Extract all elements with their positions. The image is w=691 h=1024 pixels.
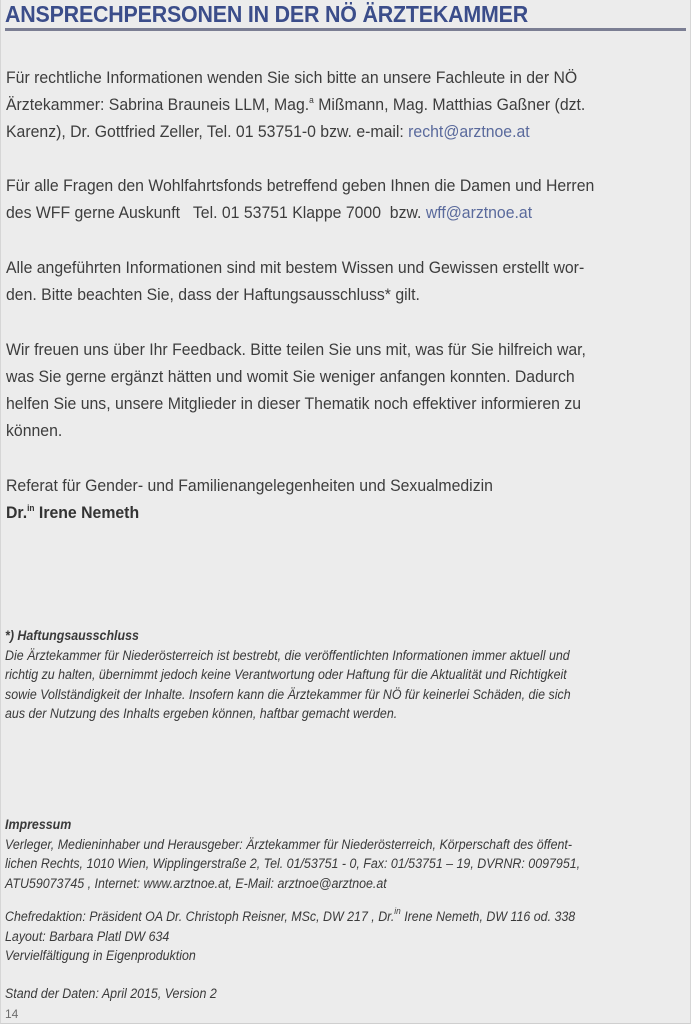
impressum-heading: Impressum [5, 817, 72, 832]
impressum-section [5, 815, 689, 893]
superscript: in [27, 503, 35, 513]
superscript: in [394, 906, 401, 916]
text-span: Mißmann, Mag. Matthias Gaßner (dzt. [313, 95, 586, 114]
text-span: Irene Nemeth, DW 116 od. 338 [400, 909, 576, 924]
page-number: 14 [5, 1007, 19, 1021]
text-line: Alle angeführten Informationen sind mit bestem Wissen und Gewissen erstellt wor- [6, 258, 585, 277]
text-span: Chefredaktion: Präsident OA Dr. Christoph Reisner, MSc, DW 217 , Dr. [5, 909, 395, 924]
email-link-recht[interactable]: recht@arztnoe.at [408, 122, 530, 141]
text-span: des WFF gerne Auskunft Tel. 01 53751 Klappe 7000 bzw. [6, 203, 426, 222]
wff-paragraph [6, 172, 686, 226]
text-span: Ärztekammer: Sabrina Brauneis LLM, Mag. [6, 95, 310, 114]
text-line: Die Ärztekammer für Niederösterreich ist bestrebt, die veröffentlichten Informationen immer aktuell und [5, 647, 570, 663]
legal-contacts-paragraph [6, 64, 686, 145]
feedback-paragraph [6, 336, 686, 444]
text-line: können. [6, 421, 63, 440]
text-line: was Sie gerne ergänzt hätten und womit Sie weniger anfangen konnten. Dadurch [6, 367, 575, 386]
page-title: ANSPRECHPERSONEN IN DER NÖ ÄRZTEKAMMER [5, 1, 528, 27]
text-line: richtig zu halten, übernimmt jedoch keine Verantwortung oder Haftung für die Aktualität und Richtigkeit [5, 667, 567, 682]
text-line: ATU59073745 , Internet: www.arztnoe.at, E-Mail: arztnoe@arztnoe.at [5, 875, 387, 891]
reproduction-note: Vervielfältigung in Eigenproduktion [5, 948, 196, 963]
text-line: sowie Vollständigkeit der Inhalte. Insofern kann die Ärztekammer für NÖ für keinerlei Schäden, die sich [5, 686, 571, 702]
text-span: Karenz), Dr. Gottfried Zeller, Tel. 01 53751-0 bzw. e-mail: [6, 122, 409, 141]
title-underline-divider [5, 28, 686, 31]
signatory-name [6, 499, 638, 526]
data-status: Stand der Daten: April 2015, Version 2 [5, 986, 217, 1001]
info-paragraph [6, 254, 686, 308]
text-line: den. Bitte beachten Sie, dass der Haftungsausschluss* gilt. [6, 285, 420, 304]
disclaimer-section [5, 626, 689, 724]
text-line: Wir freuen uns über Ihr Feedback. Bitte teilen Sie uns mit, was für Sie hilfreich war, [6, 340, 586, 359]
signature-block [6, 472, 686, 526]
text-line: aus der Nutzung des Inhalts ergeben können, haftbar gemacht werden. [5, 706, 398, 721]
text-line [6, 91, 638, 118]
text-line: lichen Rechts, 1010 Wien, Wipplingerstraße 2, Tel. 01/53751 - 0, Fax: 01/53751 – 19, DVRNR: 0097951, [5, 856, 581, 871]
text-line: Für rechtliche Informationen wenden Sie sich bitte an unsere Fachleute in der NÖ [6, 68, 578, 87]
disclaimer-heading: *) Haftungsausschluss [5, 628, 139, 643]
text-line: Verleger, Medieninhaber und Herausgeber: Ärztekammer für Niederösterreich, Körperschaft des öffent- [5, 836, 573, 852]
text-line: helfen Sie uns, unsere Mitglieder in dieser Thematik noch effektiver informieren zu [6, 394, 582, 413]
layout-credit: Layout: Barbara Platl DW 634 [5, 928, 170, 944]
text-line [6, 199, 638, 226]
editor-line [5, 907, 634, 927]
department-name: Referat für Gender- und Familienangelegenheiten und Sexualmedizin [6, 476, 493, 495]
text-line: Für alle Fragen den Wohlfahrtsfonds betreffend geben Ihnen die Damen und Herren [6, 176, 595, 195]
editorial-credits [5, 907, 689, 966]
data-status-section [5, 984, 689, 1004]
text-span: Irene Nemeth [34, 503, 140, 522]
text-span: Dr. [6, 503, 28, 522]
superscript: a [309, 95, 314, 105]
email-link-wff[interactable]: wff@arztnoe.at [425, 203, 533, 222]
text-line [6, 118, 638, 145]
